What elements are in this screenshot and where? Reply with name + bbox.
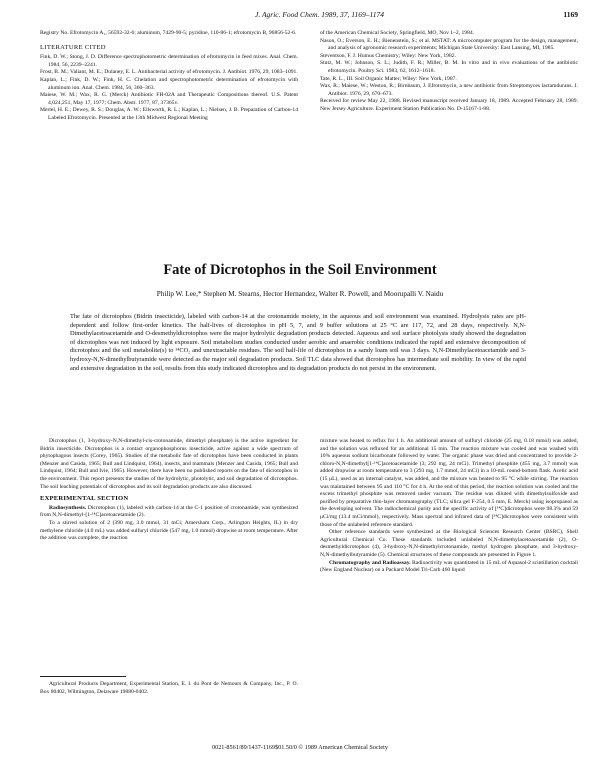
radiosynthesis-heading: Radiosynthesis. (49, 504, 87, 511)
reference: Wax, R.; Maiese, W.; Weston, R.; Birnbaum, J. Efrotomycin, a new antibiotic from Streptomyces lactamdurans. J. Antibiot. 1976, 29, 670–673. (320, 83, 578, 97)
page-number: 1169 (563, 10, 578, 19)
body-right-column (320, 438, 578, 575)
article-title: Fate of Dicrotophos in the Soil Environment (163, 262, 437, 278)
reference: Frost, B. M.; Valiant, M. E.; Dulaney, E. L. Antibacterial activity of efrotomycin. J. Antibiot. 1976, 29, 1083–1091. (40, 69, 298, 76)
reference: Kaplan, L.; Fink, D. W.; Fink, H. C. Chelation and spectrophotometric determination of efrotomycin with aluminum ion. Anal. Chem. 1984, 56, 360–363. (40, 76, 298, 91)
reference: Stutz, M. W.; Johnson, S. L.; Judith, F. R.; Miller, B. M. In vitro and in vivo evaluations of the antibiotic efrotomycin. Poultry Sci. 1983, 62, 1612–1618. (320, 60, 578, 74)
author-list: Philip W. Lee,* Stephen M. Stearns, Hector Hernandez, Walter R. Powell, and Moorupalli V. Naidu (156, 290, 444, 298)
radiosynthesis-text: Dicrotophos (1), labeled with carbon-14 at the C-1 position of crotonamide, was synthesized from N,N-dimethyl-[1-¹⁴C]acetoacetamide (2). (40, 504, 298, 519)
intro-paragraph: Dicrotophos (1, 3-hydroxy-N,N-dimethyl-cis-crotonamide, dimethyl phosphate) is the active ingredient for Bidrin insecticide. Dicrotophos is a contact organophosphorus insecticide, active against a wide spectrum of phytophagous insects (Corey, 1965). Studies of the metabolic fate of dicrotophos have been conducted in plants (Menzer and Casida, 1965; Bull and Lindquist, 1964), insects, and mammals (Menzer and Casida, 1965; Bull and Lindquist, 1964; Bull and Ivie, 1965). However, there have been no published reports on the fate of dicrotophos in the environment. This report presents the studies of the hydrolytic, photolytic, and soil degradation of dicrotophos. The soil leaching potentials of dicrotophos and its soil degradation products are also discussed. (40, 438, 298, 490)
radiosynthesis-paragraph (40, 505, 298, 520)
reference: Steventson, F. J. Humus Chemistry; Wiley: New York, 1982. (320, 52, 456, 59)
reference: Maiese, W. M.; Wax, R. G. (Merck) Antibiotic FH-02A and Therapeutic Compositions thereof. U.S. Patent 4,024,251, May 17, 1977; Chem. Abstr. 1977, 87, 37365v. (40, 92, 298, 106)
reference: Nason, O.; Everson, E. H.; Bienenstein, S.; et al. MSTAT: A microcomputer program for the design, management, and analysis of agronomic research experiments; Michigan State University: East Lansing, MI, 1985. (320, 37, 578, 52)
abstract: The fate of dicrotophos (Bidrin insecticide), labeled with carbon-14 at the crotonamide moiety, in the aqueous and soil environment was examined. Hydrolysis rates are pH-dependent and follow first-order kinetics. The half-lives of dicrotophos in pH 5, 7, and 9 buffer solutions at 25 °C are 117, 72, and 28 days, respectively. N,N-Dimethylacetoacetamide and O-desmethyldicrotophos were the major hydrolytic degradation products detected. Aqueous and soil surface photolysis study showed the degradation of dicrotophos was not induced by light exposure. Soil metabolism studies conducted under aerobic and anaerobic conditions indicated the rapid and extensive decomposition of dicrotophos and the soil metabolite(s) to ¹⁴CO₂ and unextractable residues. The soil half-life of dicrotophos in a sandy loam soil was 3 days. N,N-Dimethylacetoacetamide and 3-hydroxy-N,N-dimethylbutyramide were detected as the major soil degradation products. Soil TLC data showed that dicrotophos has intermediate soil mobility. In view of the rapid and extensive degradation in the soil, results from this study indicated dicrotophos and its degradation products do not persist in the environment. (70, 313, 526, 372)
prev-article-left-column (40, 30, 298, 123)
chromatography-text: Radioactivity was quantitated in 15 mL of Aquasol-2 scintillation cocktail (New England Nuclear) on a Packard Model Tri-Carb 460 liquid (320, 559, 578, 574)
chromatography-heading: Chromatography and Radioassay. (329, 559, 411, 566)
footnote-divider (40, 676, 126, 677)
received-note: Received for review May 22, 1988. Revised manuscript received January 18, 1989. Accepted February 28, 1989. New Jersey Agriculture. Experiment Station Publication No. D-15167-1-88. (320, 98, 578, 112)
reference: Fink, D. W.; Stong, J. D. Difference spectrophotometric determination of efrotomycin in feed mixes. Anal. Chem. 1984, 56, 2239–2241. (40, 54, 298, 68)
prev-article-right-column (320, 30, 578, 114)
reference: Tate, R. L., III. Soil Organic Matter; Wiley: New York, 1987. (320, 75, 457, 82)
registry-numbers: Registry No. Efrotomycin A₁, 56592-32-6; aluminum, 7429-90-5; pyridine, 110-86-1; efrotomycin B, 96856-52-6. (40, 30, 297, 36)
reference: Mertel, H. E.; Dewey, R. S.; Douglas, A. W.; Ellsworth, R. L.; Kaplan, L.; Nielsen, J. B. Preparation of Carbon-14 Labeled Efrotomycin. Presented at the 13th Midwest Regional Meeting (40, 107, 298, 121)
journal-citation: J. Agric. Food Chem. 1989, 37, 1169–1174 (255, 10, 384, 19)
reference-standards-paragraph: Other reference standards were synthesized at the Biological Sciences Research Center (BSRC), Shell Agricultural Chemical Co. These standards included unlabeled N,N-dimethylacetoacetamide (2), O-desmethyldicrotophos (4), 3-hydroxy-N,N-dimethylcrotonamide, methyl hydrogen phosphate, and 3-hydroxy-N,N-dimethylbutyramide (5). Chemical structures of these compounds are presented in Figure 1. (320, 529, 578, 558)
affiliation-footnote: Agricultural Products Department, Experimental Station, E. I. du Pont de Nemours & Company, Inc., P. O. Box 80402, Wilmington, Delaware 19880-0402. (40, 681, 298, 695)
procedure-continued: mixture was heated to reflux for 1 h. An additional amount of sulfuryl chloride (25 mg, 0.18 mmol) was added, and the solution was refluxed for an additional 15 min. The reaction mixture was cooled and was washed with 10% aqueous sodium bicarbonate followed by water. The organic phase was dried and concentrated to provide 2-chloro-N,N-dimethyl[1-¹⁴C]acetoacetamide (3; 292 mg, 24 mCi). Trimethyl phosphite (455 mg, 3.7 mmol) was added dropwise at room temperature to 3 (293 mg, 1.7 mmol, 24 mCi) in a 10-mL round-bottom flask. Acetic acid (15 μL), used as an internal catalyst, was added, and the mixture was heated to 95 °C while stirring. The reaction was maintained between 95 and 110 °C for 4 h. At the end of this period, the reaction solution was cooled and the excess trimethyl phosphite was removed under vacuum. The residue was diluted with dimethylsulfoxide and purified by preparative thin-layer chromatography (TLC; silica gel F-254, 0.5 mm, E. Merck) using isopropanol as the developing solvent. The radiochemical purity and the specific activity of [¹⁴C]dicrotophos were 98.3% and 59 μCi/mg (13.4 mCi/mmol), respectively. Mass spectral and infrared data of [¹⁴C]dicrotophos were consistent with those of the unlabeled reference standard. (320, 438, 578, 528)
page-footer: 0021-8561/89/1437-1169$01.50/0 © 1989 American Chemical Society (212, 744, 388, 751)
experimental-section-heading: EXPERIMENTAL SECTION (40, 495, 129, 503)
running-header (0, 10, 600, 24)
body-left-column (40, 438, 298, 543)
chromatography-paragraph (320, 560, 578, 575)
procedure-paragraph: To a stirred solution of 2 (390 mg, 3.0 mmol, 31 mCi; Amersham Corp., Arlington Heights, IL) in dry methylene chloride (4.0 mL) was added sulfuryl chloride (547 mg, 1.0 mmol) dropwise at room temperature. After the addition was complete, the reaction (40, 519, 298, 542)
literature-cited-heading: LITERATURE CITED (40, 43, 106, 51)
reference: of the American Chemical Society, Springfield, MO, Nov 1–2, 1984. (320, 30, 475, 36)
